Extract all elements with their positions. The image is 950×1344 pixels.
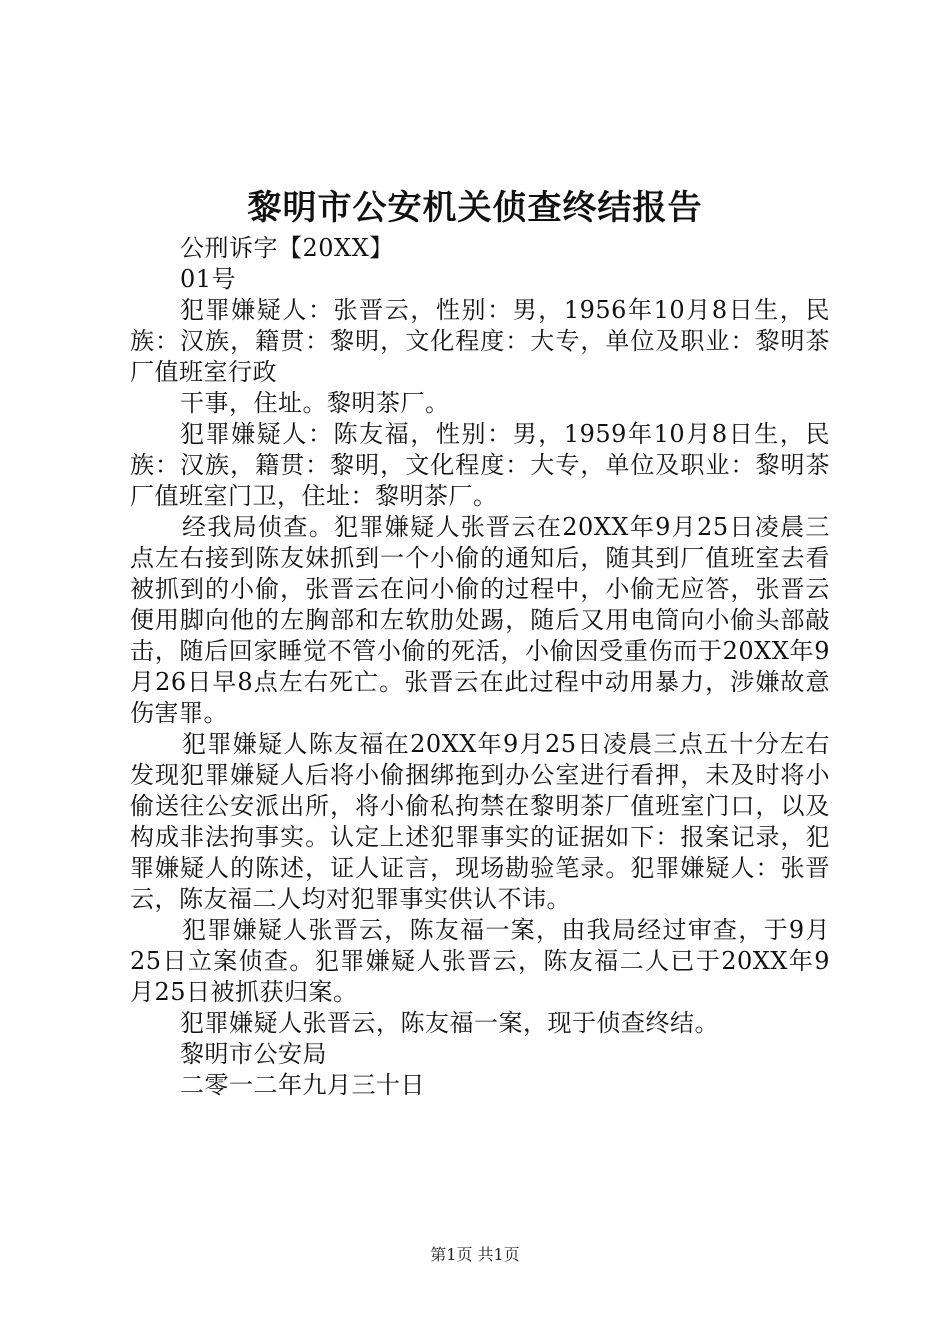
issue-date: 二零一二年九月三十日 bbox=[180, 1071, 425, 1099]
investigation-paragraph-1: 经我局侦查。犯罪嫌疑人张晋云在20XX年9月25日凌晨三点左右接到陈友妹抓到一个小偷的通知后，随其到厂值班室去看被抓到的小偷，张晋云在问小偷的过程中，小偷无应答，张晋云便用脚向他的左胸部和左软肋处踢，随后又用电筒向小偷头部敲击，随后回家睡觉不管小偷的死活，小偷因受重伤而于20XX年9月26日早8点左右死亡。张晋云在此过程中动用暴力，涉嫌故意伤害罪。 bbox=[130, 513, 830, 727]
suspect-1-address: 干事，住址。黎明茶厂。 bbox=[180, 389, 450, 417]
issuing-authority: 黎明市公安局 bbox=[180, 1040, 327, 1068]
investigation-paragraph-3: 犯罪嫌疑人张晋云，陈友福一案，由我局经过审查，于9月25日立案侦查。犯罪嫌疑人张晋云，陈友福二人已于20XX年9月25日被抓获归案。 bbox=[130, 916, 830, 1006]
page-footer: 第1页 共1页 bbox=[430, 1245, 520, 1264]
investigation-paragraph-2: 犯罪嫌疑人陈友福在20XX年9月25日凌晨三点五十分左右发现犯罪嫌疑人后将小偷捆绑拖到办公室进行看押，未及时将小偷送往公安派出所，将小偷私拘禁在黎明茶厂值班室门口，以及构成非法拘事实。认定上述犯罪事实的证据如下：报案记录，犯罪嫌疑人的陈述，证人证言，现场勘验笔录。犯罪嫌疑人：张晋云，陈友福二人均对犯罪事实供认不讳。 bbox=[130, 730, 830, 913]
suspect-1-info: 犯罪嫌疑人：张晋云，性别：男，1956年10月8日生，民族：汉族，籍贯：黎明，文化程度：大专，单位及职业：黎明茶厂值班室行政 bbox=[130, 296, 830, 386]
suspect-2-info: 犯罪嫌疑人：陈友福，性别：男，1959年10月8日生，民族：汉族，籍贯：黎明，文化程度：大专，单位及职业：黎明茶厂值班室门卫，住址：黎明茶厂。 bbox=[130, 420, 830, 510]
case-number-suffix: 01号 bbox=[180, 265, 237, 293]
conclusion-paragraph: 犯罪嫌疑人张晋云，陈友福一案，现于侦查终结。 bbox=[180, 1009, 719, 1037]
document-title: 黎明市公安机关侦查终结报告 bbox=[247, 188, 703, 228]
case-number: 公刑诉字【20XX】 bbox=[180, 234, 394, 262]
document-body bbox=[130, 233, 830, 1101]
